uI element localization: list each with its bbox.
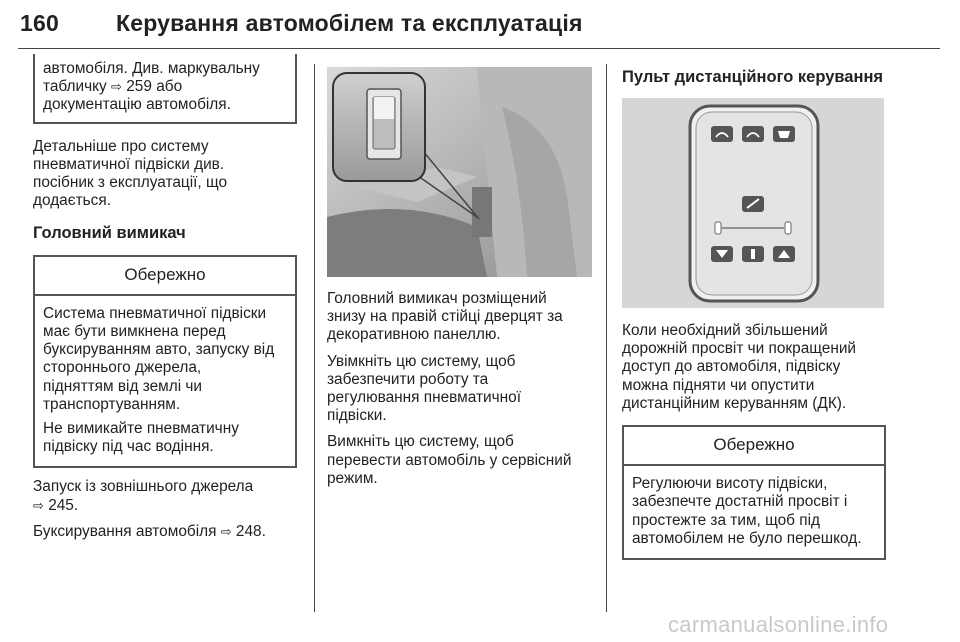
paragraph: Вимкніть цю систему, щоб перевести автомобіль у сервісний режим.: [327, 433, 572, 487]
normal-level-button: [742, 246, 764, 262]
reference-towing: Буксирування автомобіля ⇨ 248.: [33, 522, 266, 540]
page-number: 160: [20, 10, 59, 36]
paragraph: Увімкніть цю систему, щоб забезпечити роботу та регулювання пневматичної підвіски.: [327, 352, 521, 425]
caution-box: [622, 425, 886, 560]
preset-button-1: [711, 126, 733, 142]
page-reference-arrow-icon: ⇨: [33, 497, 44, 513]
column-divider: [606, 64, 607, 612]
page-reference-arrow-icon: ⇨: [220, 523, 232, 539]
column-divider: [314, 64, 315, 612]
caution-body: Система пневматичної підвіски має бути вимкнена перед буксируванням авто, запуску від стороннього джерела, підняттям від землі чи транспортуванням. Не вимикайте пневматичну підвіску під час водіння.: [43, 304, 275, 456]
caution-body: Регулюючи висоту підвіски, забезпечте достатній просвіт і простежте за тим, щоб під автомобілем не було перешкод.: [632, 475, 862, 547]
remote-control-illustration: [622, 98, 884, 308]
page-reference-arrow-icon: ⇨: [111, 79, 122, 95]
door-pillar-illustration: [327, 67, 592, 277]
note-line: автомобіля. Див. маркувальну: [43, 60, 260, 77]
paragraph: Коли необхідний збільшений дорожній просвіт чи покращений доступ до автомобіля, підвіску можна підняти чи опустити дистанційним керуванням (ДК).: [622, 322, 857, 412]
note-line: документацію автомобіля.: [43, 96, 231, 114]
raise-button: [773, 246, 795, 262]
page-header: [20, 10, 583, 37]
preset-button-2: [742, 126, 764, 142]
lower-button: [711, 246, 733, 262]
column-2: [327, 290, 595, 496]
wrench-button: [742, 196, 764, 212]
column-1: [33, 54, 297, 549]
section-heading-remote-control: Пульт дистанційного керування: [622, 68, 884, 86]
column-3: [622, 322, 886, 560]
section-heading-main-switch: Головний вимикач: [33, 224, 186, 243]
caution-box: [33, 255, 297, 469]
caution-title: Обережно: [624, 427, 884, 466]
continued-note-box: [33, 54, 297, 124]
main-switch-photo: [327, 67, 592, 277]
caution-title: Обережно: [35, 257, 295, 296]
reference-jump-start: Запуск із зовнішнього джерела ⇨ 245.: [33, 478, 254, 514]
watermark: carmanualsonline.info: [668, 612, 889, 637]
page-title: Керування автомобілем та експлуатація: [116, 10, 583, 36]
paragraph: Детальніше про систему пневматичної підвіски див. посібник з експлуатації, що додається.: [33, 137, 228, 210]
header-rule: [18, 48, 940, 49]
paragraph: Головний вимикач розміщений знизу на правій стійці дверцят за декоративною панеллю.: [327, 290, 563, 344]
preset-button-3: [773, 126, 795, 142]
note-line: табличку ⇨ 259 або: [43, 78, 183, 96]
